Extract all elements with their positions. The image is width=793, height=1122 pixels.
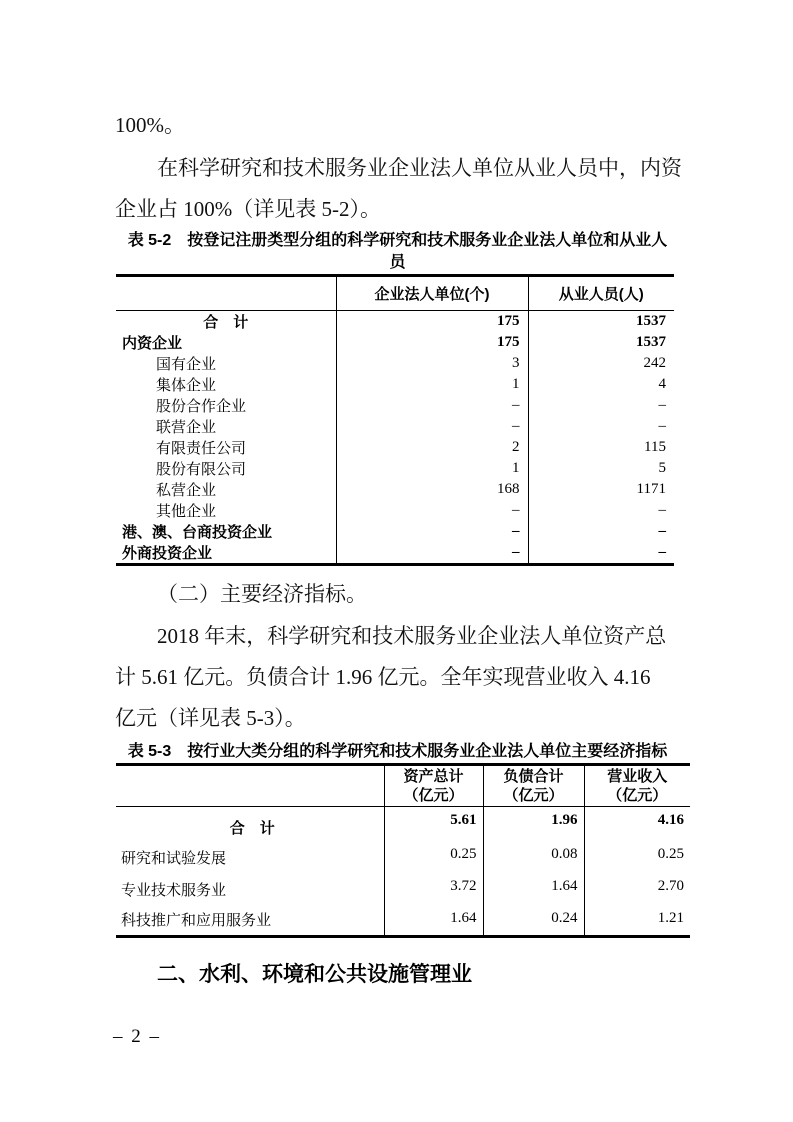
page-number: – 2 – <box>113 1026 161 1047</box>
column-header-line: （亿元） <box>607 787 668 804</box>
table-row <box>116 905 690 937</box>
cell-value: 242 <box>528 353 674 374</box>
cell-value: 0.24 <box>483 905 584 937</box>
paragraph-continuation <box>115 105 680 146</box>
column-header <box>584 765 690 807</box>
table-row <box>116 437 674 458</box>
table-5-2-title <box>115 230 680 274</box>
row-label: 港、澳、台商投资企业 <box>122 525 273 541</box>
column-header-line: 资产总计 <box>403 768 464 785</box>
cell-value: 175 <box>336 332 528 353</box>
cell-value: 1537 <box>528 332 674 353</box>
table-row <box>116 500 674 521</box>
cell-value: 1 <box>336 374 528 395</box>
column-header-line: 负债合计 <box>503 768 564 785</box>
cell-value: 168 <box>336 479 528 500</box>
cell-value: – <box>336 542 528 565</box>
cell-value: 115 <box>528 437 674 458</box>
page-content <box>0 105 793 990</box>
cell-value: 2.70 <box>584 873 690 905</box>
text-line: 在科学研究和技术服务业企业法人单位从业人员中，内资 <box>157 156 682 180</box>
column-header-line: （亿元） <box>403 787 464 804</box>
cell-value: 1.96 <box>483 807 584 841</box>
row-label: 科技推广和应用服务业 <box>121 913 272 929</box>
row-label: 有限责任公司 <box>156 441 247 457</box>
table-title-line: 表 5-3 按行业大类分组的科学研究和技术服务业企业法人单位主要经济指标 <box>127 743 668 760</box>
table-header-row <box>116 765 690 807</box>
table-row <box>116 479 674 500</box>
table-row <box>116 542 674 565</box>
text-line: 企业占 100%（详见表 5-2）。 <box>115 197 381 221</box>
cell-value: 0.25 <box>584 841 690 873</box>
table-row <box>116 311 674 333</box>
cell-value: 1.64 <box>384 905 483 937</box>
cell-value: – <box>528 395 674 416</box>
table-row <box>116 395 674 416</box>
empty-header-cell <box>116 276 336 311</box>
cell-value: – <box>336 395 528 416</box>
text-line: 亿元（详见表 5-3）。 <box>115 706 306 730</box>
table-title-line: 表 5-2 按登记注册类型分组的科学研究和技术服务业企业法人单位和从业人 <box>127 232 668 249</box>
row-label: 内资企业 <box>122 336 183 352</box>
cell-value: – <box>336 500 528 521</box>
column-header <box>384 765 483 807</box>
text-line: （二）主要经济指标。 <box>157 582 367 606</box>
cell-value: 1 <box>336 458 528 479</box>
table-row <box>116 807 690 841</box>
cell-value: – <box>528 542 674 565</box>
table-row <box>116 374 674 395</box>
text-line: 100%。 <box>115 113 185 137</box>
table-5-3-title <box>115 741 680 763</box>
row-label: 股份合作企业 <box>156 399 247 415</box>
section-heading: 二、水利、环境和公共设施管理业 <box>157 963 472 986</box>
cell-value: 5 <box>528 458 674 479</box>
table-5-3 <box>116 763 690 938</box>
subsection-heading <box>115 574 680 615</box>
cell-value: 1537 <box>528 311 674 333</box>
row-label: 联营企业 <box>156 420 217 436</box>
paragraph-intro <box>115 148 680 230</box>
column-header-line: 营业收入 <box>607 768 668 785</box>
cell-value: 5.61 <box>384 807 483 841</box>
row-label: 研究和试验发展 <box>121 850 227 867</box>
table-row <box>116 873 690 905</box>
cell-value: 1.21 <box>584 905 690 937</box>
text-line: 计 5.61 亿元。负债合计 1.96 亿元。全年实现营业收入 4.16 <box>115 665 651 689</box>
table-5-2 <box>116 274 674 566</box>
row-label: 私营企业 <box>156 483 217 499</box>
cell-value: – <box>528 500 674 521</box>
table-header-row <box>116 276 674 311</box>
cell-value: – <box>336 521 528 542</box>
row-label: 专业技术服务业 <box>121 882 227 899</box>
table-row <box>116 353 674 374</box>
row-label: 其他企业 <box>156 504 217 520</box>
cell-value: 4.16 <box>584 807 690 841</box>
row-label: 外商投资企业 <box>122 546 213 562</box>
table-row <box>116 332 674 353</box>
row-label: 国有企业 <box>156 357 217 373</box>
cell-value: 0.08 <box>483 841 584 873</box>
cell-value: 3 <box>336 353 528 374</box>
column-header <box>483 765 584 807</box>
table-row <box>116 521 674 542</box>
cell-value: – <box>528 521 674 542</box>
cell-value: 175 <box>336 311 528 333</box>
row-label: 集体企业 <box>156 378 217 394</box>
column-header-line: （亿元） <box>503 787 564 804</box>
cell-value: – <box>528 416 674 437</box>
row-label: 合 计 <box>203 315 249 331</box>
table-row <box>116 458 674 479</box>
cell-value: 3.72 <box>384 873 483 905</box>
cell-value: 1171 <box>528 479 674 500</box>
empty-header-cell <box>116 765 384 807</box>
cell-value: 2 <box>336 437 528 458</box>
cell-value: 4 <box>528 374 674 395</box>
cell-value: – <box>336 416 528 437</box>
table-row <box>116 416 674 437</box>
row-label: 合 计 <box>229 820 275 837</box>
table-row <box>116 841 690 873</box>
text-line: 2018 年末，科学研究和技术服务业企业法人单位资产总 <box>157 624 667 648</box>
paragraph-economics <box>115 616 680 739</box>
table-title-line: 员 <box>389 254 406 271</box>
cell-value: 1.64 <box>483 873 584 905</box>
row-label: 股份有限公司 <box>156 462 247 478</box>
cell-value: 0.25 <box>384 841 483 873</box>
column-header: 企业法人单位(个) <box>336 276 528 311</box>
column-header: 从业人员(人) <box>528 276 674 311</box>
